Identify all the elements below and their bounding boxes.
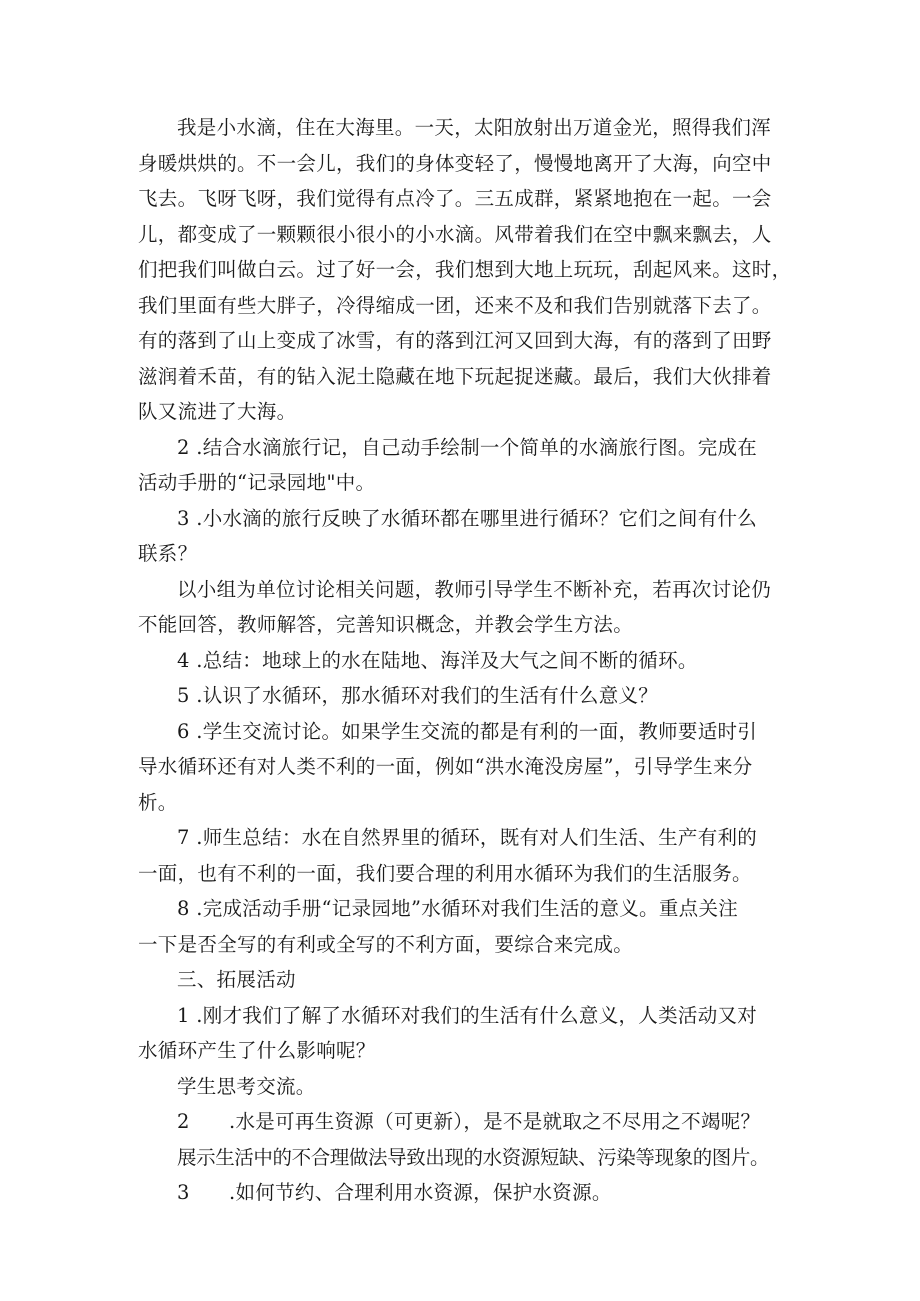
discussion-paragraph xyxy=(138,572,783,643)
item-text: .水是可再生资源（可更新），是不是就取之不尽用之不竭呢？ xyxy=(229,1110,761,1133)
text-line: 身暖烘烘的。不一会儿，我们的身体变轻了，慢慢地离开了大海，向空中 xyxy=(138,151,772,175)
text-line xyxy=(138,1104,783,1140)
text-line: 2 .结合水滴旅行记，自己动手绘制一个简单的水滴旅行图。完成在 xyxy=(177,435,758,459)
text-line: 们把我们叫做白云。过了好一会，我们想到大地上玩玩，刮起风来。这时， xyxy=(138,258,792,281)
text-line: 滋润着禾苗，有的钻入泥土隐藏在地下玩起捉迷藏。最后，我们大伙排着 xyxy=(138,364,772,388)
text-line: 析。 xyxy=(138,790,178,814)
text-line: 一面，也有不利的一面，我们要合理的利用水循环为我们的生活服务。 xyxy=(138,861,752,885)
extension-2 xyxy=(138,1104,783,1140)
text-line: 导水循环还有对人类不利的一面，例如“洪水淹没房屋”，引导学生来分 xyxy=(138,755,753,778)
text-line: 1 .刚才我们了解了水循环对我们的生活有什么意义，人类活动又对 xyxy=(177,1003,758,1027)
text-line: 8 .完成活动手册“记录园地”水循环对我们生活的意义。重点关注 xyxy=(177,897,739,920)
text-line: 儿，都变成了一颗颗很小很小的小水滴。风带着我们在空中飘来飘去，人 xyxy=(138,222,772,246)
text-line: 活动手册的“记录园地"中。 xyxy=(138,471,376,494)
text-line: 学生思考交流。 xyxy=(177,1074,316,1098)
text-line: 队又流进了大海。 xyxy=(138,400,297,423)
item-number: 3 xyxy=(177,1181,190,1204)
text-line: 6 .学生交流讨论。如果学生交流的都是有利的一面，教师要适时引 xyxy=(177,719,758,743)
text-line: 7 .师生总结：水在自然界里的循环，既有对人们生活、生产有利的 xyxy=(177,826,758,849)
step-5 xyxy=(138,678,783,714)
step-8 xyxy=(138,891,783,962)
text-line xyxy=(138,1175,783,1211)
extension-1-answer xyxy=(138,1069,783,1105)
extension-1 xyxy=(138,998,783,1069)
text-line: 以小组为单位讨论相关问题，教师引导学生不断补充，若再次讨论仍 xyxy=(177,577,772,601)
text-line: 5 .认识了水循环，那水循环对我们的生活有什么意义？ xyxy=(177,684,659,707)
text-line: 展示生活中的不合理做法导致出现的水资源短缺、污染等现象的图片。 xyxy=(177,1145,770,1169)
text-line: 不能回答，教师解答，完善知识概念，并教会学生方法。 xyxy=(138,613,634,636)
extension-3 xyxy=(138,1175,783,1211)
item-text: .如何节约、合理利用水资源，保护水资源。 xyxy=(229,1181,612,1204)
text-line: 飞去。飞呀飞呀，我们觉得有点冷了。三五成群，紧紧地抱在一起。一会 xyxy=(138,187,772,210)
text-line: 3 .小水滴的旅行反映了水循环都在哪里进行循环？它们之间有什么 xyxy=(177,506,758,530)
story-paragraph xyxy=(138,110,792,430)
step-3 xyxy=(138,501,783,572)
text-line: 一下是否全写的有利或全写的不利方面，要综合来完成。 xyxy=(138,932,634,956)
text-line: 联系？ xyxy=(138,542,198,565)
step-2 xyxy=(138,430,783,501)
step-4 xyxy=(138,643,783,679)
extension-2-detail xyxy=(138,1140,783,1176)
text-line: 我们里面有些大胖子，冷得缩成一团，还来不及和我们告别就落下去了。 xyxy=(138,293,772,317)
item-number: 2 xyxy=(177,1110,190,1133)
text-line: 4 .总结：地球上的水在陆地、海洋及大气之间不断的循环。 xyxy=(177,648,698,672)
document-body xyxy=(138,110,792,1211)
text-line: 水循环产生了什么影响呢？ xyxy=(138,1039,376,1062)
step-6 xyxy=(138,714,783,821)
section-3-heading: 三、拓展活动 xyxy=(177,968,296,991)
text-line: 我是小水滴，住在大海里。一天，太阳放射出万道金光，照得我们浑 xyxy=(177,116,772,139)
section-heading xyxy=(138,962,783,998)
step-7 xyxy=(138,820,783,891)
text-line: 有的落到了山上变成了冰雪，有的落到江河又回到大海，有的落到了田野 xyxy=(138,329,772,352)
